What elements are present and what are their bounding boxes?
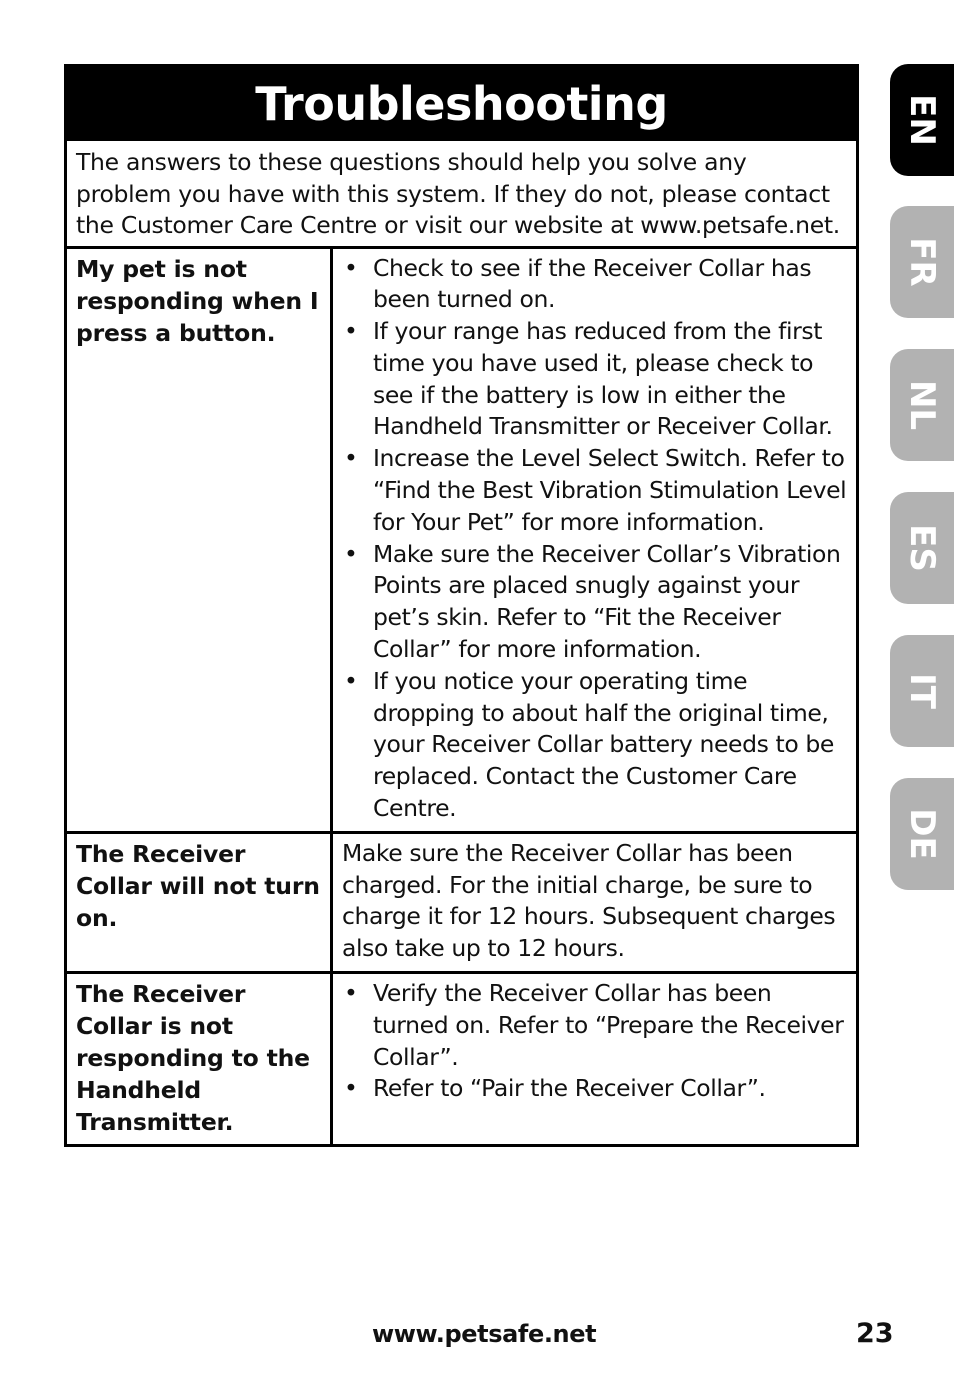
table-row	[67, 974, 856, 1144]
language-tab-it[interactable]: IT	[890, 635, 954, 747]
question-cell: The Receiver Collar will not turn on.	[67, 834, 333, 971]
answer-cell	[333, 249, 856, 831]
answer-cell	[333, 974, 856, 1144]
list-item: • If you notice your operating time dropping to about half the original time, your Receiver Collar battery needs to be replaced. Contact the Customer Care Centre.	[342, 666, 847, 825]
language-tab-nl[interactable]: NL	[890, 349, 954, 461]
answer-cell: Make sure the Receiver Collar has been charged. For the initial charge, be sure to charge it for 12 hours. Subsequent charges also take up to 12 hours.	[342, 838, 836, 963]
answer-list	[342, 978, 847, 1105]
intro-text: The answers to these questions should help you solve any problem you have with this system. If they do not, please contact the Customer Care Centre or visit our website at www.petsafe.net.	[67, 141, 856, 249]
language-tab-fr[interactable]: FR	[890, 206, 954, 318]
page-title: Troubleshooting	[67, 67, 856, 141]
list-item: • If your range has reduced from the first time you have used it, please check to see if the battery is low in either the Handheld Transmitter or Receiver Collar.	[342, 316, 847, 443]
list-item: • Verify the Receiver Collar has been turned on. Refer to “Prepare the Receiver Collar”.	[342, 978, 847, 1073]
page-number: 23	[856, 1318, 894, 1349]
troubleshooting-table	[64, 64, 859, 1147]
question-cell: The Receiver Collar is not responding to the Handheld Transmitter.	[67, 974, 333, 1144]
answer-list	[342, 253, 847, 825]
list-item: • Increase the Level Select Switch. Refer to “Find the Best Vibration Stimulation Level for Your Pet” for more information.	[342, 443, 847, 538]
language-tab-de[interactable]: DE	[890, 778, 954, 890]
footer-url: www.petsafe.net	[372, 1320, 597, 1348]
question-cell: My pet is not responding when I press a button.	[67, 249, 333, 831]
table-row	[67, 834, 856, 974]
language-tab-en[interactable]: EN	[890, 64, 954, 176]
list-item: • Make sure the Receiver Collar’s Vibration Points are placed snugly against your pet’s skin. Refer to “Fit the Receiver Collar” for more information.	[342, 539, 847, 666]
list-item: • Check to see if the Receiver Collar has been turned on.	[342, 253, 847, 317]
language-tab-es[interactable]: ES	[890, 492, 954, 604]
table-row	[67, 249, 856, 834]
list-item: • Refer to “Pair the Receiver Collar”.	[342, 1073, 847, 1105]
